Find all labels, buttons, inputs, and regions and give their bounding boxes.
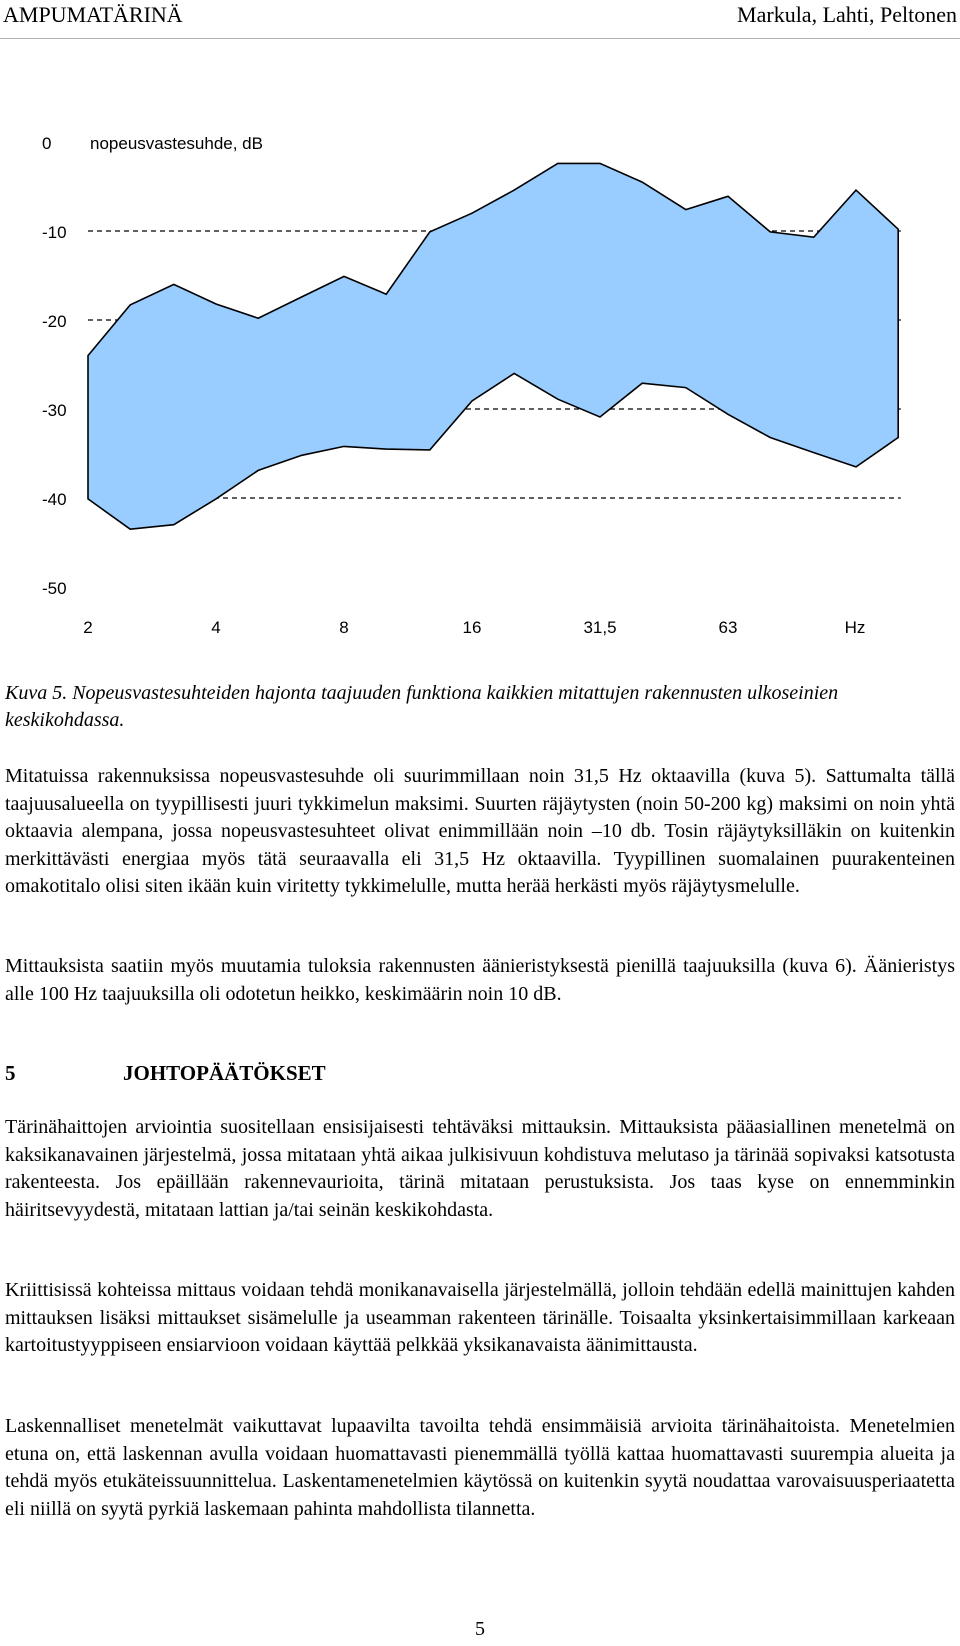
y-tick-label: -50 — [42, 579, 67, 598]
section-heading — [5, 1061, 326, 1086]
section-number: 5 — [5, 1061, 16, 1085]
x-tick-label: 16 — [462, 618, 482, 637]
x-tick-label: 8 — [339, 618, 349, 637]
x-tick-label: 31,5 — [583, 618, 617, 637]
section-title: JOHTOPÄÄTÖKSET — [123, 1061, 326, 1085]
response-spread-area — [88, 163, 898, 529]
y-tick-label: -30 — [42, 401, 67, 420]
body-paragraph: Tärinähaittojen arviointia suositellaan ensisijaisesti tehtäväksi mittauksin. Mittauksista pääasiallinen menetelmä on kaksikanavainen järjestelmä, jossa mitataan yhtä aikaa julkisivuun kohdistuva melutaso ja tärinää sopivaksi katsotusta rakenteesta. Jos epäillään rakennevaurioita, tärinä mitataan perustuksista. Jos taas kyse on ennemminkin häiritsevyydestä, mitataan lattian ja/tai seinän keskikohdasta. — [5, 1116, 955, 1221]
body-paragraph: Mittauksista saatiin myös muutamia tuloksia rakennusten äänieristyksestä pienillä taajuuksilla (kuva 6). Äänieristys alle 100 Hz taajuuksilla oli odotetun heikko, keskimäärin noin 10 dB. — [5, 955, 955, 1005]
chart-title: nopeusvastesuhde, dB — [90, 134, 263, 153]
y-tick-label: -10 — [42, 223, 67, 242]
running-title: AMPUMATÄRINÄ — [3, 2, 183, 27]
body-paragraph: Laskennalliset menetelmät vaikuttavat lupaavilta tavoilta tehdä ensimmäisiä arvioita tärinähaitoista. Menetelmien etuna on, että laskennan avulla voidaan huomattavasti pienemmällä työllä kattaa huomattavasti suurempia alueita ja tehdä myös etukäteissuunnittelua. Laskentamenetelmien käytössä on kuitenkin syytä noudattaa varovaisuusperiaatetta eli niillä on syytä pyrkiä laskemaan pahinta mahdollista tilannetta. — [5, 1415, 955, 1520]
y-tick-label: -40 — [42, 490, 67, 509]
figure-caption: Kuva 5. Nopeusvastesuhteiden hajonta taajuuden funktiona kaikkien mitattujen rakennusten ulkoseinien keskikohdassa. — [5, 682, 839, 731]
y-tick-label: 0 — [42, 134, 52, 153]
x-tick-label: 4 — [211, 618, 221, 637]
x-unit-label: Hz — [844, 618, 866, 637]
frequency-response-chart — [0, 110, 960, 640]
page-header — [0, 0, 960, 40]
body-paragraph: Mitatuissa rakennuksissa nopeusvastesuhde oli suurimmillaan noin 31,5 Hz oktaavilla (kuva 5). Sattumalta tällä taajuusalueella on tyypillisesti juuri tykkimelun maksimi. Suurten räjäytysten (noin 50-200 kg) maksimi on noin yhtä oktaavia alempana, jossa nopeusvastesuhteet olivat enimmillään noin –10 db. Tosin räjäytyksilläkin on kuitenkin merkittävästi energiaa myös tätä seuraavalla eli 31,5 Hz oktaavilla. Tyypillinen suomalainen puurakenteinen omakotitalo olisi siten ikään kuin viritetty tykkimelulle, mutta herää herkästi myös räjäytysmelulle. — [5, 765, 955, 897]
y-tick-label: -20 — [42, 312, 67, 331]
running-authors: Markula, Lahti, Peltonen — [737, 2, 957, 27]
y-axis — [42, 134, 67, 598]
header-rule — [0, 38, 960, 39]
page-number: 5 — [475, 1618, 485, 1640]
body-paragraph: Kriittisissä kohteissa mittaus voidaan tehdä monikanavaisella järjestelmällä, jolloin tehdään edellä mainittujen kahden mittauksen lisäksi mittaukset sisämelulle ja useamman rakenteen tärinälle. Toisaalta yksinkertaisimmillaan karkeaan kartoitustyyppiseen ensiarvioon voidaan käyttää pelkkää yksikanavaista äänimittausta. — [5, 1279, 955, 1356]
x-tick-label: 63 — [718, 618, 738, 637]
x-tick-label: 2 — [83, 618, 93, 637]
x-axis — [83, 618, 865, 637]
